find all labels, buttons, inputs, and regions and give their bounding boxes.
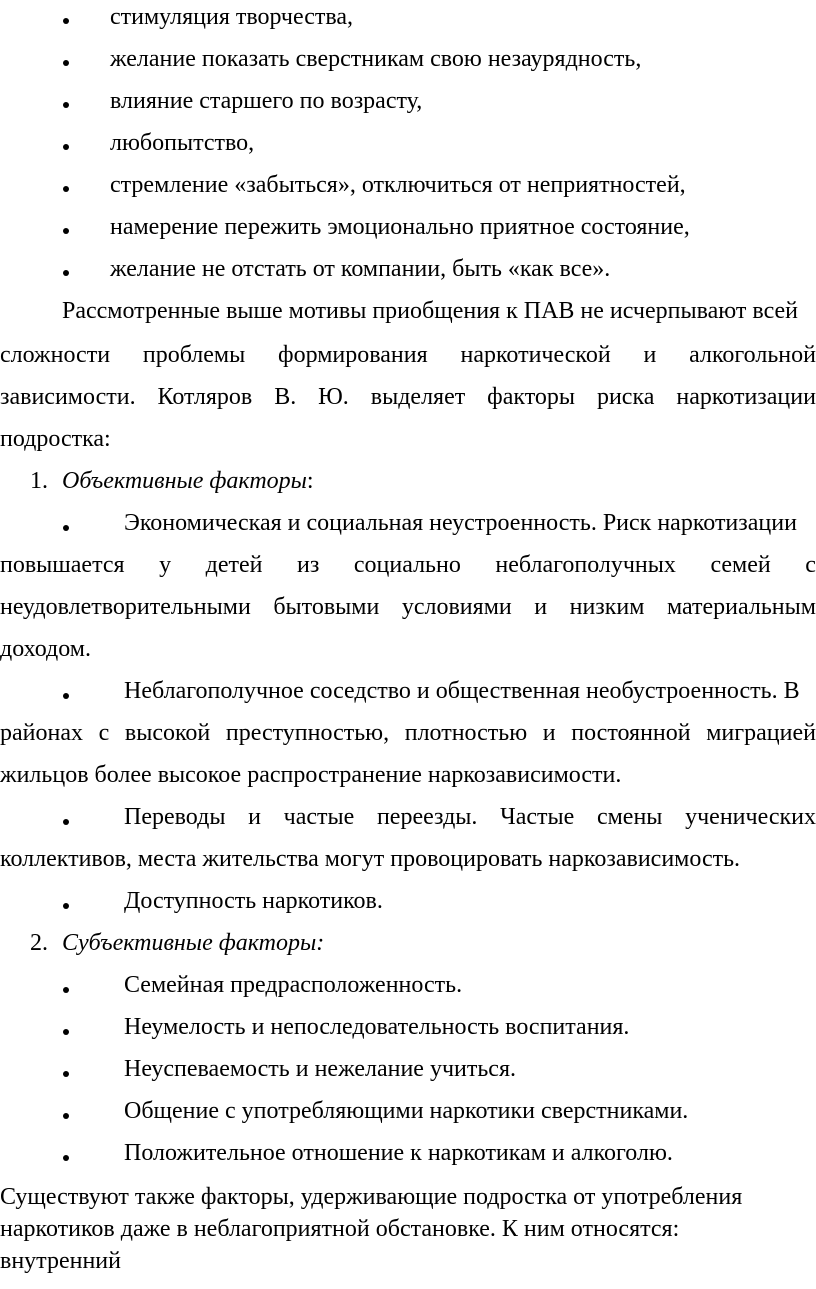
word: наркотизации (676, 384, 816, 410)
section-title: Объективные факторы (62, 468, 307, 494)
list-item-line: жильцов более высокое распространение наркозависимости. (0, 762, 622, 788)
bullet-icon (63, 693, 69, 699)
word: из (297, 552, 320, 578)
list-item: намерение пережить эмоционально приятное состояние, (110, 214, 690, 240)
paragraph-line: Существуют также факторы, удерживающие подростка от употребления (0, 1184, 743, 1210)
bullet-icon (63, 144, 69, 150)
word: риска (596, 384, 655, 410)
section-colon: : (306, 468, 314, 494)
word: частые (283, 804, 355, 830)
word: условиями (401, 594, 512, 620)
word: бытовыми (273, 594, 380, 620)
word: низким (569, 594, 645, 620)
word: миграцией (706, 720, 816, 746)
word: переезды. (376, 804, 478, 830)
bullet-icon (63, 60, 69, 66)
word: социально (353, 552, 461, 578)
word: плотностью (404, 720, 528, 746)
paragraph-line-justified (0, 383, 816, 411)
list-item-line: доходом. (0, 636, 91, 662)
list-item: Доступность наркотиков. (124, 888, 383, 914)
section-heading (30, 929, 816, 957)
word: и (542, 720, 556, 746)
word: алкогольной (689, 342, 816, 368)
list-item-line-justified (0, 551, 816, 579)
word: постоянной (571, 720, 691, 746)
list-item-line: Неблагополучное соседство и общественная необустроенность. В (124, 678, 800, 704)
list-item: желание показать сверстникам свою незаурядность, (110, 46, 642, 72)
list-item: желание не отстать от компании, быть «как все». (110, 256, 611, 282)
section-number: 1. (30, 468, 48, 494)
bullet-icon (63, 903, 69, 909)
bullet-icon (63, 18, 69, 24)
word: Переводы (124, 804, 226, 830)
list-item-line-justified (124, 803, 816, 831)
section-number: 2. (30, 930, 48, 956)
word: проблемы (142, 342, 246, 368)
bullet-icon (63, 525, 69, 531)
word: смены (596, 804, 663, 830)
word: и (248, 804, 261, 830)
word: преступностью, (225, 720, 390, 746)
section-heading (30, 467, 816, 495)
bullet-icon (63, 1155, 69, 1161)
word: факторы (487, 384, 576, 410)
word: детей (205, 552, 263, 578)
word: материальным (666, 594, 816, 620)
word: неудовлетворительными (0, 594, 251, 620)
paragraph-line: внутренний (0, 1248, 121, 1274)
word: ученических (685, 804, 816, 830)
word: Котляров (157, 384, 253, 410)
word: с (98, 720, 110, 746)
bullet-icon (63, 270, 69, 276)
word: высокой (124, 720, 211, 746)
word: выделяет (370, 384, 466, 410)
list-item: Положительное отношение к наркотикам и алкоголю. (124, 1140, 673, 1166)
bullet-icon (63, 228, 69, 234)
list-item-line-justified (0, 719, 816, 747)
word: формирования (278, 342, 428, 368)
list-item-line: Экономическая и социальная неустроенность. Риск наркотизации (124, 510, 797, 536)
word: Ю. (318, 384, 349, 410)
word: В. (274, 384, 297, 410)
bullet-icon (63, 102, 69, 108)
bullet-icon (63, 1071, 69, 1077)
word: с (805, 552, 816, 578)
section-title: Субъективные факторы: (62, 930, 325, 956)
paragraph-line: Рассмотренные выше мотивы приобщения к ПАВ не исчерпывают всей (62, 298, 799, 324)
list-item: Неуспеваемость и нежелание учиться. (124, 1056, 516, 1082)
bullet-icon (63, 1113, 69, 1119)
list-item-line: коллективов, места жительства могут провоцировать наркозависимость. (0, 846, 741, 872)
paragraph-line: наркотиков даже в неблагоприятной обстановке. К ним относятся: (0, 1216, 680, 1242)
list-item: Общение с употребляющими наркотики сверстниками. (124, 1098, 689, 1124)
word: повышается (0, 552, 125, 578)
bullet-icon (63, 1029, 69, 1035)
word: Частые (500, 804, 575, 830)
bullet-icon (63, 987, 69, 993)
paragraph-line: подростка: (0, 426, 111, 452)
word: у (159, 552, 172, 578)
word: семей (710, 552, 771, 578)
list-item-line-justified (0, 593, 816, 621)
list-item: стимуляция творчества, (110, 4, 354, 30)
word: зависимости. (0, 384, 136, 410)
word: неблагополучных (495, 552, 676, 578)
paragraph-line-justified (0, 341, 816, 369)
bullet-icon (63, 186, 69, 192)
list-item: Семейная предрасположенность. (124, 972, 463, 998)
list-item: любопытство, (110, 130, 255, 156)
word: сложности (0, 342, 111, 368)
bullet-icon (63, 819, 69, 825)
list-item: влияние старшего по возрасту, (110, 88, 423, 114)
word: и (534, 594, 548, 620)
word: наркотической (460, 342, 611, 368)
list-item: Неумелость и непоследовательность воспитания. (124, 1014, 630, 1040)
list-item: стремление «забыться», отключиться от неприятностей, (110, 172, 686, 198)
word: и (643, 342, 657, 368)
word: районах (0, 720, 83, 746)
